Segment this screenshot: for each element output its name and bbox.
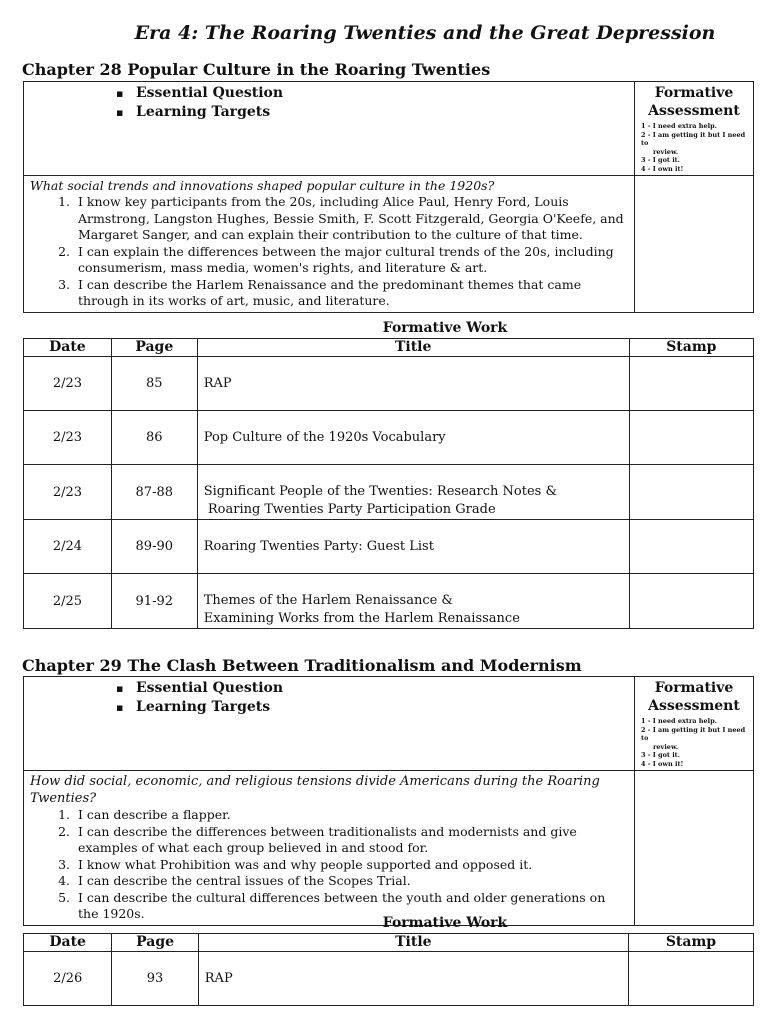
eq-header-cell: [24, 82, 635, 176]
formative-assessment-title: [635, 82, 753, 120]
fa-title-line1: Formative: [654, 680, 734, 696]
scale-item: 1 - I need extra help.: [641, 122, 717, 130]
row-title: [198, 952, 628, 1006]
row-page: 87-88: [111, 465, 197, 520]
row-date: 2/26: [24, 952, 112, 1006]
scale-item: 3 - I got it.: [641, 156, 680, 164]
table-row: [24, 465, 754, 520]
table-row: [24, 357, 754, 411]
eq-header-cell: [24, 677, 635, 771]
scale-item: 1 - I need extra help.: [641, 717, 717, 725]
scale-item: review.: [653, 742, 679, 751]
learning-target: 5. I can describe the cultural differences between the youth and older generations on the 1920s.: [74, 890, 628, 923]
assessment-entry-cell[interactable]: [635, 771, 754, 926]
header-page: Page: [112, 934, 198, 952]
row-page: 85: [111, 357, 197, 411]
table-row: [24, 520, 754, 574]
scale-item: 4 - I own it!: [641, 164, 684, 173]
assessment-entry-cell[interactable]: [635, 176, 754, 313]
row-page: 86: [111, 411, 197, 465]
row-title-line2: Examining Works from the Harlem Renaissance: [203, 611, 520, 626]
bullet-essential-question: ▪ Essential Question: [136, 84, 634, 103]
bullet-learning-targets: ▪ Learning Targets: [136, 103, 634, 122]
learning-targets-list: [24, 194, 634, 310]
bullet-essential-question: ▪ Essential Question: [136, 679, 634, 698]
row-page: 89-90: [111, 520, 197, 574]
fa-title-line1: Formative: [654, 85, 734, 101]
essential-question: What social trends and innovations shaped popular culture in the 1920s?: [30, 178, 495, 193]
row-stamp[interactable]: [629, 574, 753, 629]
row-title-line1: Significant People of the Twenties: Research Notes &: [203, 484, 558, 499]
formative-assessment-cell: [635, 82, 754, 176]
work-table-header: [24, 934, 754, 952]
header-stamp: Stamp: [629, 339, 753, 357]
row-title-line1: Roaring Twenties Party: Guest List: [203, 539, 434, 554]
chapter-28-targets-table: [23, 81, 754, 313]
assessment-scale: [641, 122, 753, 173]
learning-target: 3. I know what Prohibition was and why people supported and opposed it.: [74, 857, 628, 874]
learning-target: 2. I can explain the differences between the major cultural trends of the 20s, including consumerism, mass media, women's rights, and literature & art.: [74, 244, 628, 277]
essential-question: How did social, economic, and religious tensions divide Americans during the Roaring Twenties?: [30, 774, 600, 806]
learning-target: 1. I can describe a flapper.: [74, 807, 628, 824]
chapter-28-title: Chapter 28 Popular Culture in the Roaring Twenties: [22, 60, 491, 79]
fa-title-line2: Assessment: [648, 103, 740, 119]
row-date: 2/23: [24, 465, 112, 520]
bullet-learning-targets: ▪ Learning Targets: [136, 698, 634, 717]
scale-item: review.: [653, 147, 679, 156]
row-stamp[interactable]: [629, 411, 753, 465]
row-title: [197, 465, 629, 520]
row-title: [197, 520, 629, 574]
header-title: Title: [198, 934, 628, 952]
row-stamp[interactable]: [629, 357, 753, 411]
formative-work-title: Formative Work: [382, 320, 508, 336]
header-date: Date: [24, 339, 112, 357]
chapter-29-title: Chapter 29 The Clash Between Traditionalism and Modernism: [22, 656, 582, 675]
learning-target: 1. I know key participants from the 20s, including Alice Paul, Henry Ford, Louis Armstrong, Langston Hughes, Bessie Smith, F. Scott Fitzgerald, Georgia O'Keefe, and Margaret Sanger, and can explain their contribution to the culture of that time.: [74, 194, 628, 244]
formative-work-title: Formative Work: [382, 915, 508, 931]
row-title: [197, 574, 629, 629]
row-date: 2/24: [24, 520, 112, 574]
fa-title-line2: Assessment: [648, 698, 740, 714]
question-targets-cell: [24, 176, 635, 313]
row-title-line1: RAP: [204, 971, 233, 986]
formative-assessment-cell: [635, 677, 754, 771]
table-row: [24, 952, 754, 1006]
row-title: [197, 357, 629, 411]
eq-bullet-list: [24, 82, 634, 124]
header-stamp: Stamp: [628, 934, 753, 952]
work-table-header: [24, 339, 754, 357]
row-title-line1: RAP: [203, 376, 232, 391]
scale-item: 2 - I am getting it but I need to: [641, 130, 746, 147]
chapter-28-work-table: [23, 338, 754, 629]
header-date: Date: [24, 934, 112, 952]
row-title-line1: Themes of the Harlem Renaissance &: [203, 593, 454, 608]
scale-item: 4 - I own it!: [641, 759, 684, 768]
table-row: [24, 411, 754, 465]
chapter-29-targets-table: [23, 676, 754, 926]
learning-target: 4. I can describe the central issues of the Scopes Trial.: [74, 873, 628, 890]
row-date: 2/25: [24, 574, 112, 629]
row-title-line1: Pop Culture of the 1920s Vocabulary: [203, 430, 446, 445]
row-title: [197, 411, 629, 465]
scale-item: 3 - I got it.: [641, 751, 680, 759]
row-page: 91-92: [111, 574, 197, 629]
chapter-29-work-table: [23, 933, 754, 1006]
learning-target: 3. I can describe the Harlem Renaissance and the predominant themes that came through in its works of art, music, and literature.: [74, 277, 628, 310]
row-title-line2: Roaring Twenties Party Participation Grade: [203, 502, 496, 517]
scale-item: 2 - I am getting it but I need to: [641, 725, 746, 742]
question-targets-cell: [24, 771, 635, 926]
eq-bullet-list: [24, 677, 634, 719]
row-stamp[interactable]: [628, 952, 753, 1006]
row-page: 93: [112, 952, 198, 1006]
learning-target: 2. I can describe the differences between traditionalists and modernists and give examples of what each group believed in and stood for.: [74, 824, 628, 857]
table-row: [24, 574, 754, 629]
formative-assessment-title: [635, 677, 753, 715]
row-stamp[interactable]: [629, 465, 753, 520]
header-page: Page: [111, 339, 197, 357]
assessment-scale: [641, 717, 753, 768]
era-title: Era 4: The Roaring Twenties and the Great Depression: [134, 22, 716, 44]
learning-targets-list: [24, 807, 634, 923]
row-date: 2/23: [24, 411, 112, 465]
row-stamp[interactable]: [629, 520, 753, 574]
header-title: Title: [197, 339, 629, 357]
row-date: 2/23: [24, 357, 112, 411]
